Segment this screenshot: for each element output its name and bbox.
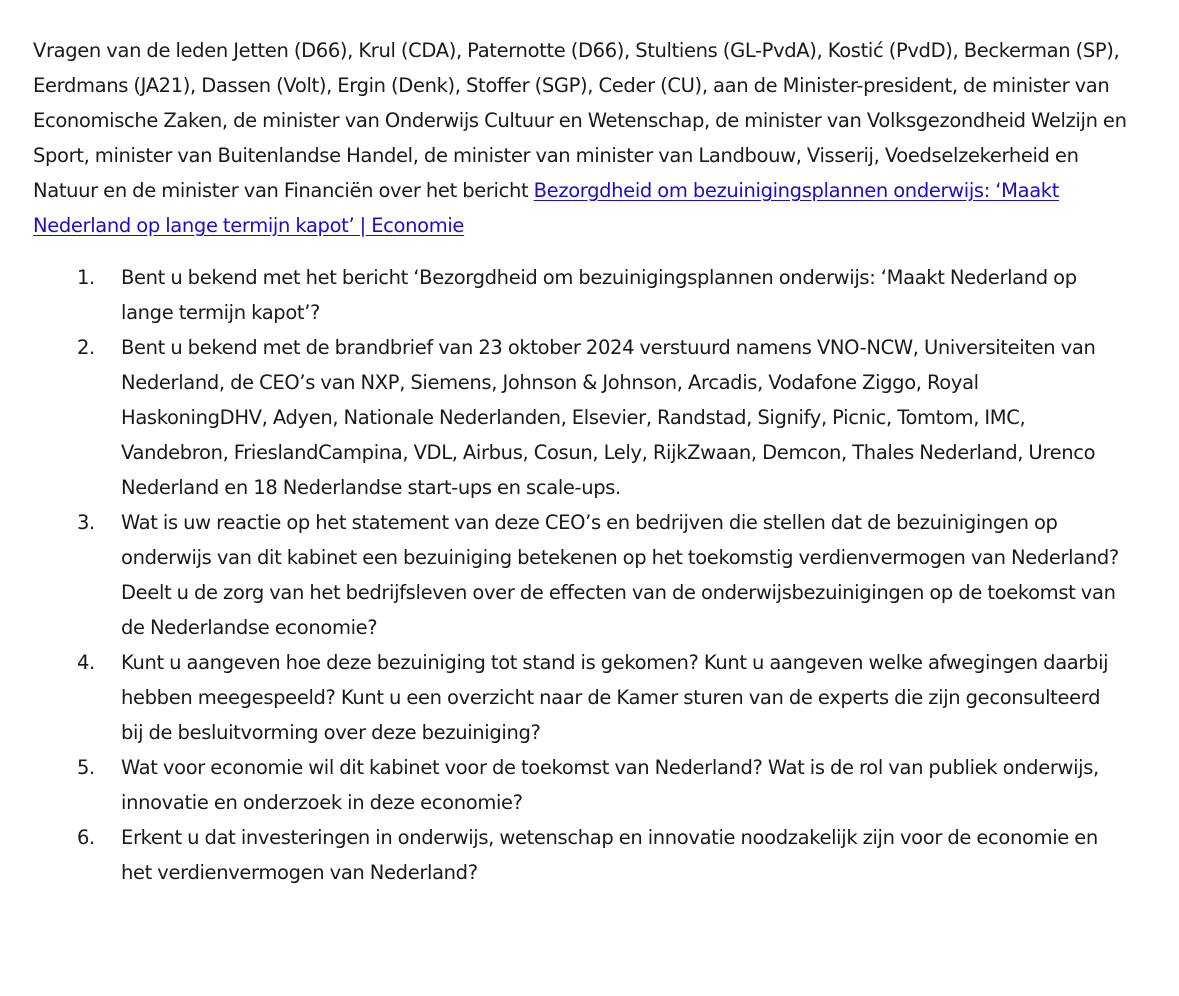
question-number: 5.	[77, 756, 95, 779]
question-text: Kunt u aangeven hoe deze bezuiniging tot stand is gekomen? Kunt u aangeven welke afwegingen daarbij hebben meegespeeld? Kunt u een overzicht naar de Kamer sturen van de experts die zijn geconsulteerd bij de besluitvorming over deze bezuiniging?	[121, 651, 1109, 744]
question-text: Wat is uw reactie op het statement van deze CEO’s en bedrijven die stellen dat de bezuinigingen op onderwijs van dit kabinet een bezuiniging betekenen op het toekomstig verdienvermogen van Nederland? Deelt u de zorg van het bedrijfsleven over de effecten van de onderwijsbezuinigingen op de toekomst van de Nederlandse economie?	[121, 511, 1119, 639]
question-item	[33, 820, 1139, 890]
question-number: 1.	[77, 266, 95, 289]
question-item	[33, 645, 1139, 750]
intro-text: Vragen van de leden Jetten (D66), Krul (CDA), Paternotte (D66), Stultiens (GL-PvdA), Kostić (PvdD), Beckerman (SP), Eerdmans (JA21), Dassen (Volt), Ergin (Denk), Stoffer (SGP), Ceder (CU), aan de Minister-president, de minister van Economische Zaken, de minister van Onderwijs Cultuur en Wetenschap, de minister van Volksgezondheid Welzijn en Sport, minister van Buitenlandse Handel, de minister van minister van Landbouw, Visserij, Voedselzekerheid en Natuur en de minister van Financiën over het bericht	[33, 39, 1127, 202]
question-list	[33, 260, 1139, 890]
question-item	[33, 505, 1139, 645]
question-number: 6.	[77, 826, 95, 849]
question-text: Erkent u dat investeringen in onderwijs, wetenschap en innovatie noodzakelijk zijn voor de economie en het verdienvermogen van Nederland?	[121, 826, 1098, 884]
question-number: 3.	[77, 511, 95, 534]
intro-paragraph	[33, 33, 1139, 243]
article-link[interactable]: Bezorgdheid om bezuinigingsplannen onderwijs: ‘Maakt Nederland op lange termijn kapot’ | Economie	[33, 179, 1060, 237]
question-item	[33, 260, 1139, 330]
question-number: 4.	[77, 651, 95, 674]
question-text: Bent u bekend met het bericht ‘Bezorgdheid om bezuinigingsplannen onderwijs: ‘Maakt Nederland op lange termijn kapot’?	[121, 266, 1077, 324]
question-item	[33, 330, 1139, 505]
question-text: Bent u bekend met de brandbrief van 23 oktober 2024 verstuurd namens VNO-NCW, Universiteiten van Nederland, de CEO’s van NXP, Siemens, Johnson & Johnson, Arcadis, Vodafone Ziggo, Royal HaskoningDHV, Adyen, Nationale Nederlanden, Elsevier, Randstad, Signify, Picnic, Tomtom, IMC, Vandebron, FrieslandCampina, VDL, Airbus, Cosun, Lely, RijkZwaan, Demcon, Thales Nederland, Urenco Nederland en 18 Nederlandse start-ups en scale-ups.	[121, 336, 1096, 499]
question-item	[33, 750, 1139, 820]
question-text: Wat voor economie wil dit kabinet voor de toekomst van Nederland? Wat is de rol van publiek onderwijs, innovatie en onderzoek in deze economie?	[121, 756, 1099, 814]
question-number: 2.	[77, 336, 95, 359]
